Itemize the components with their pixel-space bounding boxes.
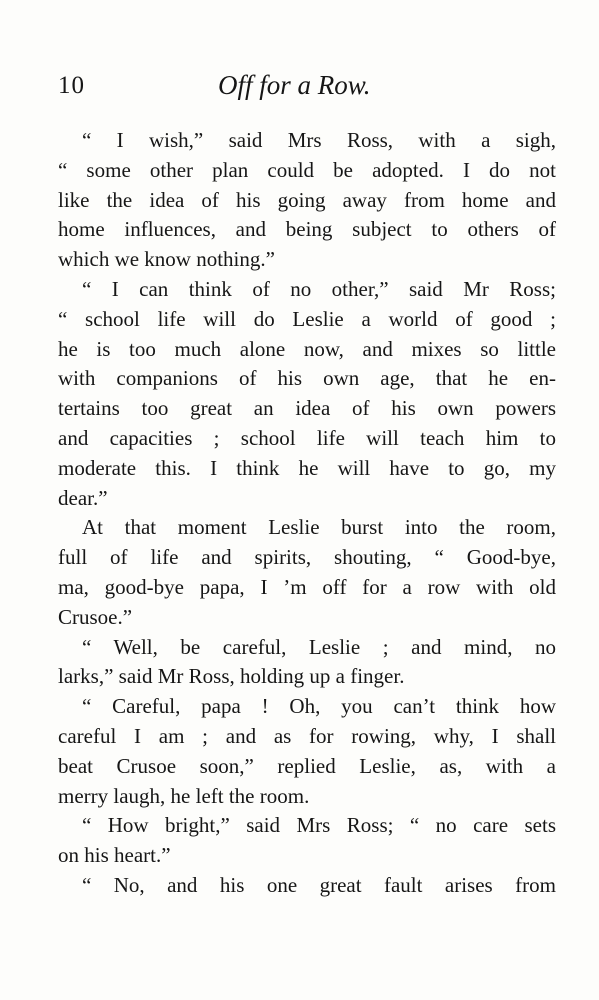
text-line: “ How bright,” said Mrs Ross; “ no care sets — [82, 813, 556, 838]
text-line: ma, good-bye papa, I ’m off for a row with old — [58, 574, 556, 599]
text-line: “ school life will do Leslie a world of good ; — [58, 306, 556, 331]
text-line: “ I wish,” said Mrs Ross, with a sigh, — [82, 128, 556, 152]
text-line: At that moment Leslie burst into the room, — [82, 515, 556, 540]
text-line: “ some other plan could be adopted. I do not — [58, 157, 556, 182]
body-text — [58, 126, 556, 901]
text-line: larks,” said Mr Ross, holding up a finger. — [58, 664, 405, 689]
text-line: and capacities ; school life will teach him to — [58, 425, 556, 450]
page-number: 10 — [58, 72, 85, 99]
text-line: “ No, and his one great fault arises from — [82, 872, 556, 897]
text-line: which we know nothing.” — [58, 247, 275, 272]
text-line: on his heart.” — [58, 843, 171, 868]
text-line: “ Well, be careful, Leslie ; and mind, no — [82, 634, 556, 659]
text-line: dear.” — [58, 485, 108, 510]
page-header — [58, 70, 541, 110]
text-line: Crusoe.” — [58, 604, 133, 629]
text-line: moderate this. I think he will have to go, my — [58, 455, 556, 480]
text-line: full of life and spirits, shouting, “ Good-bye, — [58, 545, 556, 570]
text-line: like the idea of his going away from home and — [58, 187, 556, 212]
text-line: beat Crusoe soon,” replied Leslie, as, with a — [58, 753, 556, 778]
text-line: “ I can think of no other,” said Mr Ross; — [82, 276, 556, 301]
text-line: with companions of his own age, that he en- — [58, 366, 556, 391]
text-line: home influences, and being subject to others of — [58, 217, 556, 242]
text-line: merry laugh, he left the room. — [58, 783, 310, 808]
running-title: Off for a Row. — [218, 70, 371, 100]
text-line: “ Careful, papa ! Oh, you can’t think how — [82, 694, 556, 719]
text-line: careful I am ; and as for rowing, why, I shall — [58, 723, 556, 748]
text-line: he is too much alone now, and mixes so little — [58, 336, 556, 361]
text-line: tertains too great an idea of his own powers — [58, 396, 556, 421]
